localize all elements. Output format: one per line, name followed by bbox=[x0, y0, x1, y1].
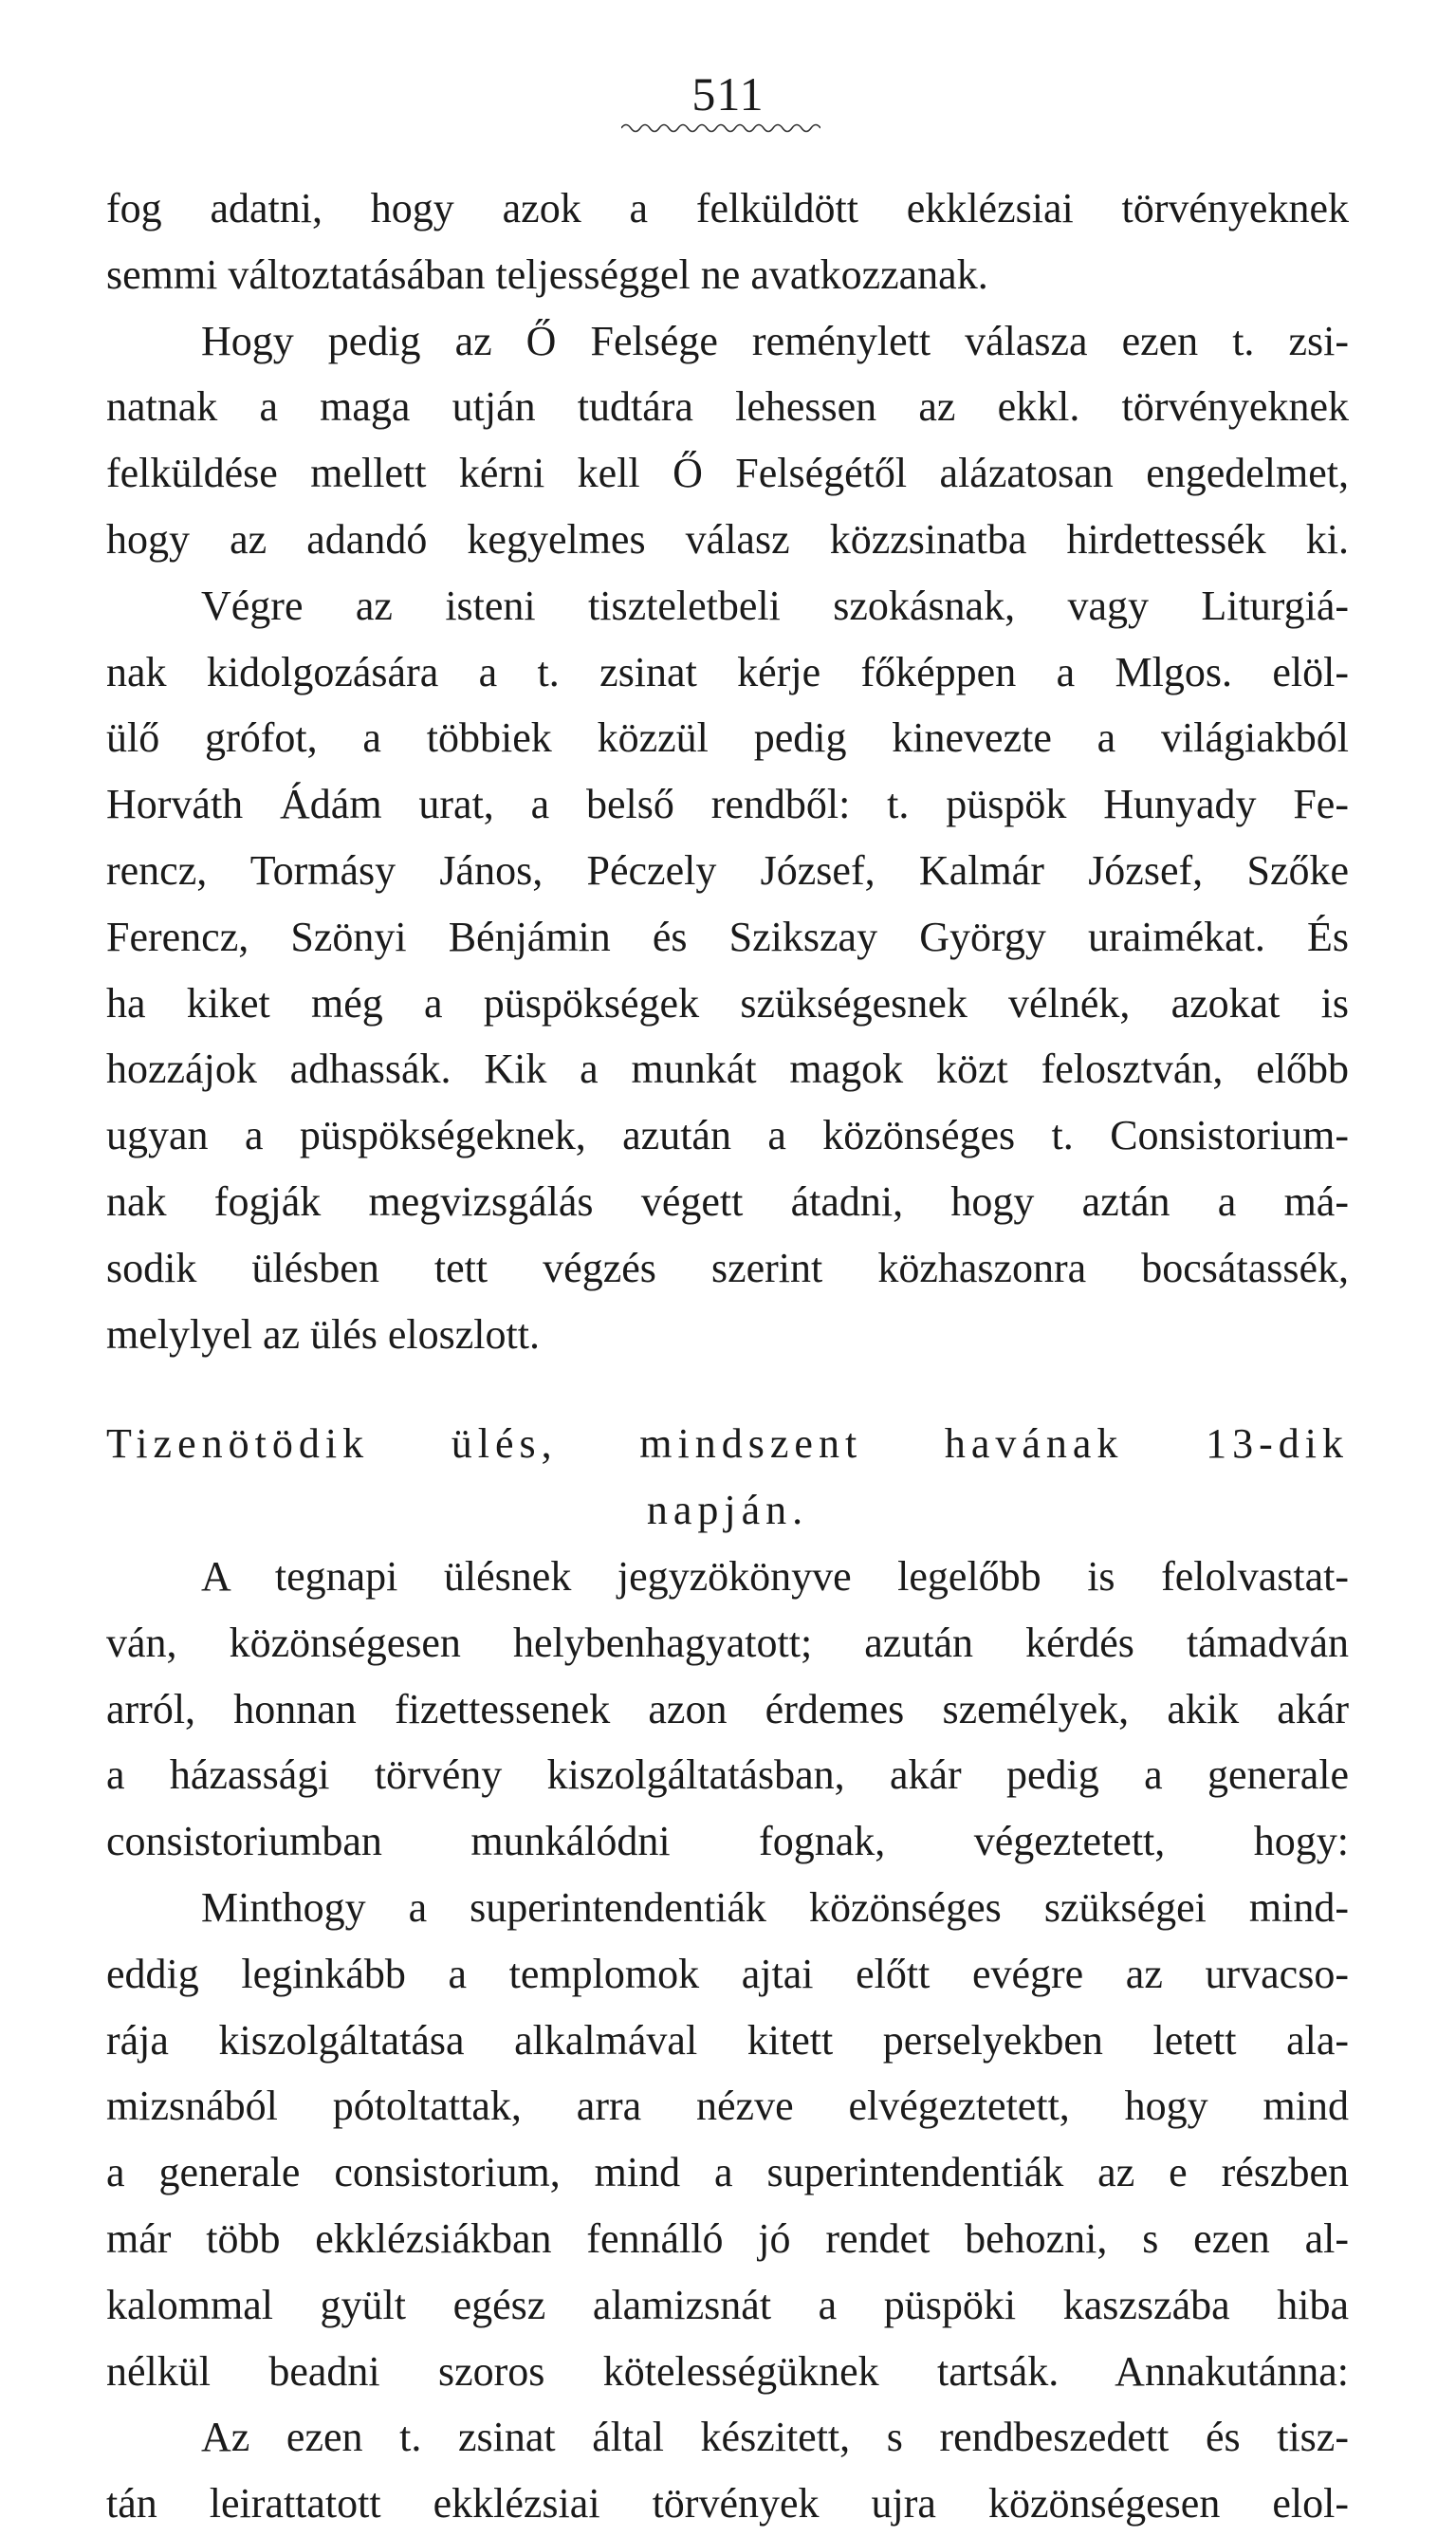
text-line: rencz, Tormásy János, Péczely József, Kalmár József, Szőke bbox=[106, 846, 1349, 894]
text-line: kalommal gyült egész alamizsnát a püspöki kaszszába hiba bbox=[106, 2281, 1349, 2328]
text-line: hozzájok adhassák. Kik a munkát magok közt felosztván, előbb bbox=[106, 1046, 1349, 1093]
text-line: eddig leginkább a templomok ajtai előtt evégre az urvacso- bbox=[106, 1950, 1349, 1997]
text-line: hogy az adandó kegyelmes válasz közzsinatba hirdettessék ki. bbox=[106, 515, 1349, 563]
section-gap bbox=[106, 1367, 1349, 1411]
text-line: nak kidolgozására a t. zsinat kérje főképpen a Mlgos. elöl- bbox=[106, 648, 1349, 695]
body-text bbox=[106, 176, 1349, 2537]
text-line: Hogy pedig az Ő Felsége reménylett válasza ezen t. zsi- bbox=[201, 317, 1349, 364]
text-line: Ferencz, Szönyi Bénjámin és Szikszay György uraimékat. És bbox=[106, 913, 1349, 960]
text-line: arról, honnan fizettessenek azon érdemes személyek, akik akár bbox=[106, 1685, 1349, 1732]
text-line: semmi változtatásában teljességgel ne avatkozzanak. bbox=[106, 250, 988, 298]
text-line: natnak a maga utján tudtára lehessen az ekkl. törvényeknek bbox=[106, 383, 1349, 431]
text-line: ha kiket még a püspökségek szükségesnek vélnék, azokat is bbox=[106, 979, 1349, 1027]
text-line: már több ekklézsiákban fennálló jó rendet behozni, s ezen al- bbox=[106, 2214, 1349, 2262]
text-line: sodik ülésben tett végzés szerint közhaszonra bocsátassék, bbox=[106, 1244, 1349, 1291]
text-line: ván, közönségesen helybenhagyatott; azután kérdés támadván bbox=[106, 1619, 1349, 1666]
session-heading: Tizenötödik ülés, mindszent havának 13-dik bbox=[106, 1420, 1349, 1468]
text-line: ugyan a püspökségeknek, azután a közönséges t. Consistorium- bbox=[106, 1112, 1349, 1159]
text-line: ülő grófot, a többiek közzül pedig kinevezte a világiakból bbox=[106, 714, 1349, 762]
text-line: melylyel az ülés eloszlott. bbox=[106, 1310, 540, 1358]
session-heading-date: napján. bbox=[646, 1487, 809, 1534]
text-line: A tegnapi ülésnek jegyzökönyve legelőbb is felolvastat- bbox=[201, 1552, 1349, 1600]
text-line: Horváth Ádám urat, a belső rendből: t. püspök Hunyady Fe- bbox=[106, 781, 1349, 828]
text-line: tán leirattatott ekklézsiai törvények ujra közönségesen elol- bbox=[106, 2480, 1349, 2528]
text-line: nak fogják megvizsgálás végett átadni, hogy aztán a má- bbox=[106, 1177, 1349, 1225]
text-line: consistoriumban munkálódni fognak, végeztetett, hogy: bbox=[106, 1818, 1349, 1865]
text-line: rája kiszolgáltatása alkalmával kitett perselyekben letett ala- bbox=[106, 2016, 1349, 2064]
text-line: a generale consistorium, mind a superintendentiák az e részben bbox=[106, 2149, 1349, 2196]
page-number: 511 bbox=[691, 67, 765, 120]
text-line: felküldése mellett kérni kell Ő Felségétől alázatosan engedelmet, bbox=[106, 450, 1349, 497]
text-line: Minthogy a superintendentiák közönséges szükségei mind- bbox=[201, 1883, 1349, 1931]
text-line: fog adatni, hogy azok a felküldött ekklézsiai törvényeknek bbox=[106, 185, 1349, 231]
text-line: Az ezen t. zsinat által készitett, s rendbeszedett és tisz- bbox=[201, 2414, 1349, 2461]
wavy-underline-ornament bbox=[621, 121, 820, 135]
text-line: a házassági törvény kiszolgáltatásban, akár pedig a generale bbox=[106, 1751, 1349, 1799]
text-line: mizsnából pótoltattak, arra nézve elvégeztetett, hogy mind bbox=[106, 2083, 1349, 2130]
text-line: Végre az isteni tiszteletbeli szokásnak, vagy Liturgiá- bbox=[201, 582, 1349, 629]
text-line: nélkül beadni szoros kötelességüknek tartsák. Annakutánna: bbox=[106, 2347, 1349, 2395]
